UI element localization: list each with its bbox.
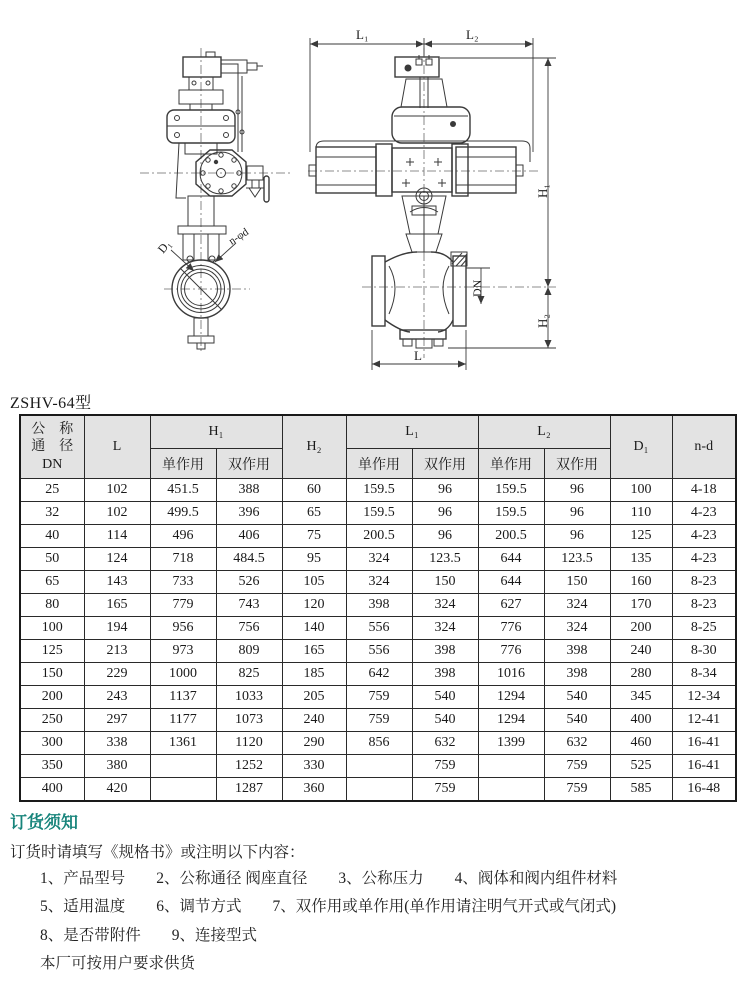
table-row bbox=[20, 755, 736, 778]
spec-table bbox=[19, 414, 737, 802]
table-cell: 759 bbox=[412, 778, 478, 802]
table-cell bbox=[478, 755, 544, 778]
table-cell: 398 bbox=[412, 640, 478, 663]
col-header-l: L bbox=[84, 415, 150, 479]
table-cell: 16-48 bbox=[672, 778, 736, 802]
table-cell: 4-23 bbox=[672, 548, 736, 571]
table-cell: 4-18 bbox=[672, 479, 736, 502]
table-cell: 96 bbox=[412, 502, 478, 525]
table-cell: 743 bbox=[216, 594, 282, 617]
table-row bbox=[20, 502, 736, 525]
col-header-dn bbox=[20, 415, 84, 479]
table-cell: 759 bbox=[346, 686, 412, 709]
table-cell: 135 bbox=[610, 548, 672, 571]
dim-label-l1: L₁ bbox=[356, 27, 369, 42]
table-cell: 776 bbox=[478, 640, 544, 663]
table-cell: 80 bbox=[20, 594, 84, 617]
table-cell: 1252 bbox=[216, 755, 282, 778]
table-cell: 159.5 bbox=[478, 502, 544, 525]
table-cell: 1000 bbox=[150, 663, 216, 686]
col-header-d1: D₁ bbox=[610, 415, 672, 479]
table-cell: 973 bbox=[150, 640, 216, 663]
table-cell: 96 bbox=[544, 525, 610, 548]
col-header-h2: H₂ bbox=[282, 415, 346, 479]
table-cell: 398 bbox=[544, 663, 610, 686]
table-cell: 200.5 bbox=[478, 525, 544, 548]
table-cell bbox=[150, 755, 216, 778]
table-cell: 350 bbox=[20, 755, 84, 778]
table-cell: 125 bbox=[20, 640, 84, 663]
col-header-l2-double: 双作用 bbox=[544, 449, 610, 479]
table-cell: 1177 bbox=[150, 709, 216, 732]
table-cell: 4-23 bbox=[672, 525, 736, 548]
table-row bbox=[20, 548, 736, 571]
table-cell: 110 bbox=[610, 502, 672, 525]
table-cell: 540 bbox=[544, 686, 610, 709]
table-cell: 96 bbox=[412, 479, 478, 502]
ordering-notice bbox=[10, 814, 722, 972]
table-cell: 338 bbox=[84, 732, 150, 755]
table-cell: 627 bbox=[478, 594, 544, 617]
table-row bbox=[20, 571, 736, 594]
table-cell: 496 bbox=[150, 525, 216, 548]
table-cell: 60 bbox=[282, 479, 346, 502]
table-cell: 150 bbox=[20, 663, 84, 686]
dim-label-d1: D₁ bbox=[154, 237, 174, 256]
table-cell: 398 bbox=[412, 663, 478, 686]
table-cell: 200 bbox=[20, 686, 84, 709]
table-cell: 540 bbox=[544, 709, 610, 732]
table-cell: 16-41 bbox=[672, 732, 736, 755]
table-cell: 451.5 bbox=[150, 479, 216, 502]
spec-table-body bbox=[20, 479, 736, 802]
table-cell: 205 bbox=[282, 686, 346, 709]
table-cell: 229 bbox=[84, 663, 150, 686]
table-cell: 4-23 bbox=[672, 502, 736, 525]
table-cell: 825 bbox=[216, 663, 282, 686]
table-row bbox=[20, 640, 736, 663]
table-cell: 105 bbox=[282, 571, 346, 594]
dim-label-h1: H₁ bbox=[535, 184, 550, 198]
table-row bbox=[20, 686, 736, 709]
table-cell: 243 bbox=[84, 686, 150, 709]
valve-front-view bbox=[140, 48, 292, 354]
table-cell: 759 bbox=[544, 755, 610, 778]
table-cell: 756 bbox=[216, 617, 282, 640]
table-cell: 1137 bbox=[150, 686, 216, 709]
table-cell: 12-34 bbox=[672, 686, 736, 709]
table-cell: 324 bbox=[412, 617, 478, 640]
table-row bbox=[20, 525, 736, 548]
table-cell: 525 bbox=[610, 755, 672, 778]
table-cell: 125 bbox=[610, 525, 672, 548]
table-cell: 1287 bbox=[216, 778, 282, 802]
table-cell: 194 bbox=[84, 617, 150, 640]
table-cell: 330 bbox=[282, 755, 346, 778]
table-cell: 856 bbox=[346, 732, 412, 755]
table-cell: 160 bbox=[610, 571, 672, 594]
table-cell: 556 bbox=[346, 617, 412, 640]
table-cell: 556 bbox=[346, 640, 412, 663]
valve-side-view bbox=[308, 27, 556, 370]
spec-table-header bbox=[20, 415, 736, 479]
col-header-l1-single: 单作用 bbox=[346, 449, 412, 479]
table-cell: 165 bbox=[282, 640, 346, 663]
table-cell: 1120 bbox=[216, 732, 282, 755]
table-cell: 240 bbox=[282, 709, 346, 732]
table-cell: 250 bbox=[20, 709, 84, 732]
table-cell: 324 bbox=[346, 571, 412, 594]
col-header-dn-line3: DN bbox=[42, 456, 63, 472]
table-cell: 345 bbox=[610, 686, 672, 709]
model-label: ZSHV-64型 bbox=[10, 395, 92, 412]
table-cell: 123.5 bbox=[544, 548, 610, 571]
table-cell: 300 bbox=[20, 732, 84, 755]
table-cell: 280 bbox=[610, 663, 672, 686]
table-cell: 150 bbox=[412, 571, 478, 594]
table-cell: 776 bbox=[478, 617, 544, 640]
table-cell: 324 bbox=[544, 594, 610, 617]
table-cell: 718 bbox=[150, 548, 216, 571]
table-cell: 96 bbox=[544, 502, 610, 525]
table-cell: 100 bbox=[20, 617, 84, 640]
table-cell: 779 bbox=[150, 594, 216, 617]
table-cell: 50 bbox=[20, 548, 84, 571]
table-cell: 143 bbox=[84, 571, 150, 594]
table-cell: 12-41 bbox=[672, 709, 736, 732]
table-cell: 95 bbox=[282, 548, 346, 571]
valve-technical-drawing bbox=[0, 0, 738, 385]
table-cell: 297 bbox=[84, 709, 150, 732]
table-cell: 642 bbox=[346, 663, 412, 686]
table-cell: 65 bbox=[282, 502, 346, 525]
table-cell: 380 bbox=[84, 755, 150, 778]
table-cell: 165 bbox=[84, 594, 150, 617]
table-cell: 324 bbox=[412, 594, 478, 617]
table-cell: 96 bbox=[412, 525, 478, 548]
table-cell: 759 bbox=[544, 778, 610, 802]
table-cell: 200.5 bbox=[346, 525, 412, 548]
table-cell: 499.5 bbox=[150, 502, 216, 525]
table-cell: 1016 bbox=[478, 663, 544, 686]
table-cell: 200 bbox=[610, 617, 672, 640]
table-cell: 759 bbox=[412, 755, 478, 778]
table-row bbox=[20, 778, 736, 802]
table-cell: 406 bbox=[216, 525, 282, 548]
table-cell: 460 bbox=[610, 732, 672, 755]
table-row bbox=[20, 709, 736, 732]
table-cell: 32 bbox=[20, 502, 84, 525]
table-cell: 25 bbox=[20, 479, 84, 502]
table-cell: 733 bbox=[150, 571, 216, 594]
table-cell: 240 bbox=[610, 640, 672, 663]
table-cell: 809 bbox=[216, 640, 282, 663]
table-cell: 398 bbox=[544, 640, 610, 663]
col-header-l2: L₂ bbox=[478, 415, 610, 449]
col-header-l1-double: 双作用 bbox=[412, 449, 478, 479]
table-cell: 324 bbox=[346, 548, 412, 571]
table-cell: 1073 bbox=[216, 709, 282, 732]
table-cell: 123.5 bbox=[412, 548, 478, 571]
table-cell: 400 bbox=[610, 709, 672, 732]
dim-label-l2: L₂ bbox=[466, 27, 479, 42]
table-cell: 632 bbox=[412, 732, 478, 755]
notice-line: 5、适用温度 6、调节方式 7、双作用或单作用(单作用请注明气开式或气闭式) bbox=[40, 898, 617, 915]
dim-label-l: L bbox=[414, 348, 422, 363]
table-cell: 759 bbox=[346, 709, 412, 732]
table-cell: 213 bbox=[84, 640, 150, 663]
table-cell: 290 bbox=[282, 732, 346, 755]
table-cell: 120 bbox=[282, 594, 346, 617]
col-header-h1-single: 单作用 bbox=[150, 449, 216, 479]
col-header-n-d: n-d bbox=[672, 415, 736, 479]
table-cell: 1294 bbox=[478, 709, 544, 732]
col-header-l2-single: 单作用 bbox=[478, 449, 544, 479]
table-cell: 40 bbox=[20, 525, 84, 548]
table-row bbox=[20, 594, 736, 617]
dim-label-n-d: n-φd bbox=[226, 226, 251, 248]
table-cell: 388 bbox=[216, 479, 282, 502]
table-cell bbox=[150, 778, 216, 802]
table-cell: 150 bbox=[544, 571, 610, 594]
table-cell: 114 bbox=[84, 525, 150, 548]
table-cell: 632 bbox=[544, 732, 610, 755]
table-cell: 100 bbox=[610, 479, 672, 502]
table-cell: 102 bbox=[84, 479, 150, 502]
table-cell: 65 bbox=[20, 571, 84, 594]
table-cell: 585 bbox=[610, 778, 672, 802]
table-cell: 398 bbox=[346, 594, 412, 617]
table-cell: 644 bbox=[478, 571, 544, 594]
table-cell: 484.5 bbox=[216, 548, 282, 571]
table-cell: 102 bbox=[84, 502, 150, 525]
table-cell: 400 bbox=[20, 778, 84, 802]
table-cell: 96 bbox=[544, 479, 610, 502]
table-cell: 526 bbox=[216, 571, 282, 594]
table-cell bbox=[478, 778, 544, 802]
table-cell: 360 bbox=[282, 778, 346, 802]
table-row bbox=[20, 617, 736, 640]
table-cell: 1361 bbox=[150, 732, 216, 755]
table-cell: 540 bbox=[412, 686, 478, 709]
table-cell bbox=[346, 755, 412, 778]
table-cell: 396 bbox=[216, 502, 282, 525]
table-cell: 1294 bbox=[478, 686, 544, 709]
dim-label-h2: H₂ bbox=[535, 314, 550, 328]
notice-intro: 订货时请填写《规格书》或注明以下内容： bbox=[10, 844, 305, 861]
col-header-dn-line2: 通 径 bbox=[31, 439, 74, 455]
table-cell: 324 bbox=[544, 617, 610, 640]
table-cell: 956 bbox=[150, 617, 216, 640]
table-cell: 159.5 bbox=[346, 502, 412, 525]
notice-line: 1、产品型号 2、公称通径 阀座直径 3、公称压力 4、阀体和阀内组件材料 bbox=[40, 869, 618, 887]
table-cell: 8-25 bbox=[672, 617, 736, 640]
table-cell: 159.5 bbox=[346, 479, 412, 502]
table-cell: 8-30 bbox=[672, 640, 736, 663]
notice-title: 订货须知 bbox=[10, 813, 78, 832]
table-cell: 16-41 bbox=[672, 755, 736, 778]
table-cell: 170 bbox=[610, 594, 672, 617]
col-header-l1: L₁ bbox=[346, 415, 478, 449]
table-cell: 8-23 bbox=[672, 571, 736, 594]
table-row bbox=[20, 732, 736, 755]
notice-lines bbox=[10, 871, 722, 944]
table-cell: 185 bbox=[282, 663, 346, 686]
col-header-dn-line1: 公 称 bbox=[31, 421, 74, 437]
table-cell: 1399 bbox=[478, 732, 544, 755]
table-cell: 644 bbox=[478, 548, 544, 571]
table-cell: 75 bbox=[282, 525, 346, 548]
table-row bbox=[20, 479, 736, 502]
table-cell: 124 bbox=[84, 548, 150, 571]
table-row bbox=[20, 663, 736, 686]
table-cell bbox=[346, 778, 412, 802]
table-cell: 540 bbox=[412, 709, 478, 732]
table-cell: 8-34 bbox=[672, 663, 736, 686]
dim-label-dn: DN bbox=[470, 279, 484, 297]
table-cell: 1033 bbox=[216, 686, 282, 709]
table-cell: 140 bbox=[282, 617, 346, 640]
table-cell: 8-23 bbox=[672, 594, 736, 617]
col-header-h1-double: 双作用 bbox=[216, 449, 282, 479]
notice-footer: 本厂可按用户要求供货 bbox=[40, 955, 196, 972]
table-cell: 420 bbox=[84, 778, 150, 802]
notice-line: 8、是否带附件 9、连接型式 bbox=[40, 926, 258, 944]
col-header-h1: H₁ bbox=[150, 415, 282, 449]
table-cell: 159.5 bbox=[478, 479, 544, 502]
